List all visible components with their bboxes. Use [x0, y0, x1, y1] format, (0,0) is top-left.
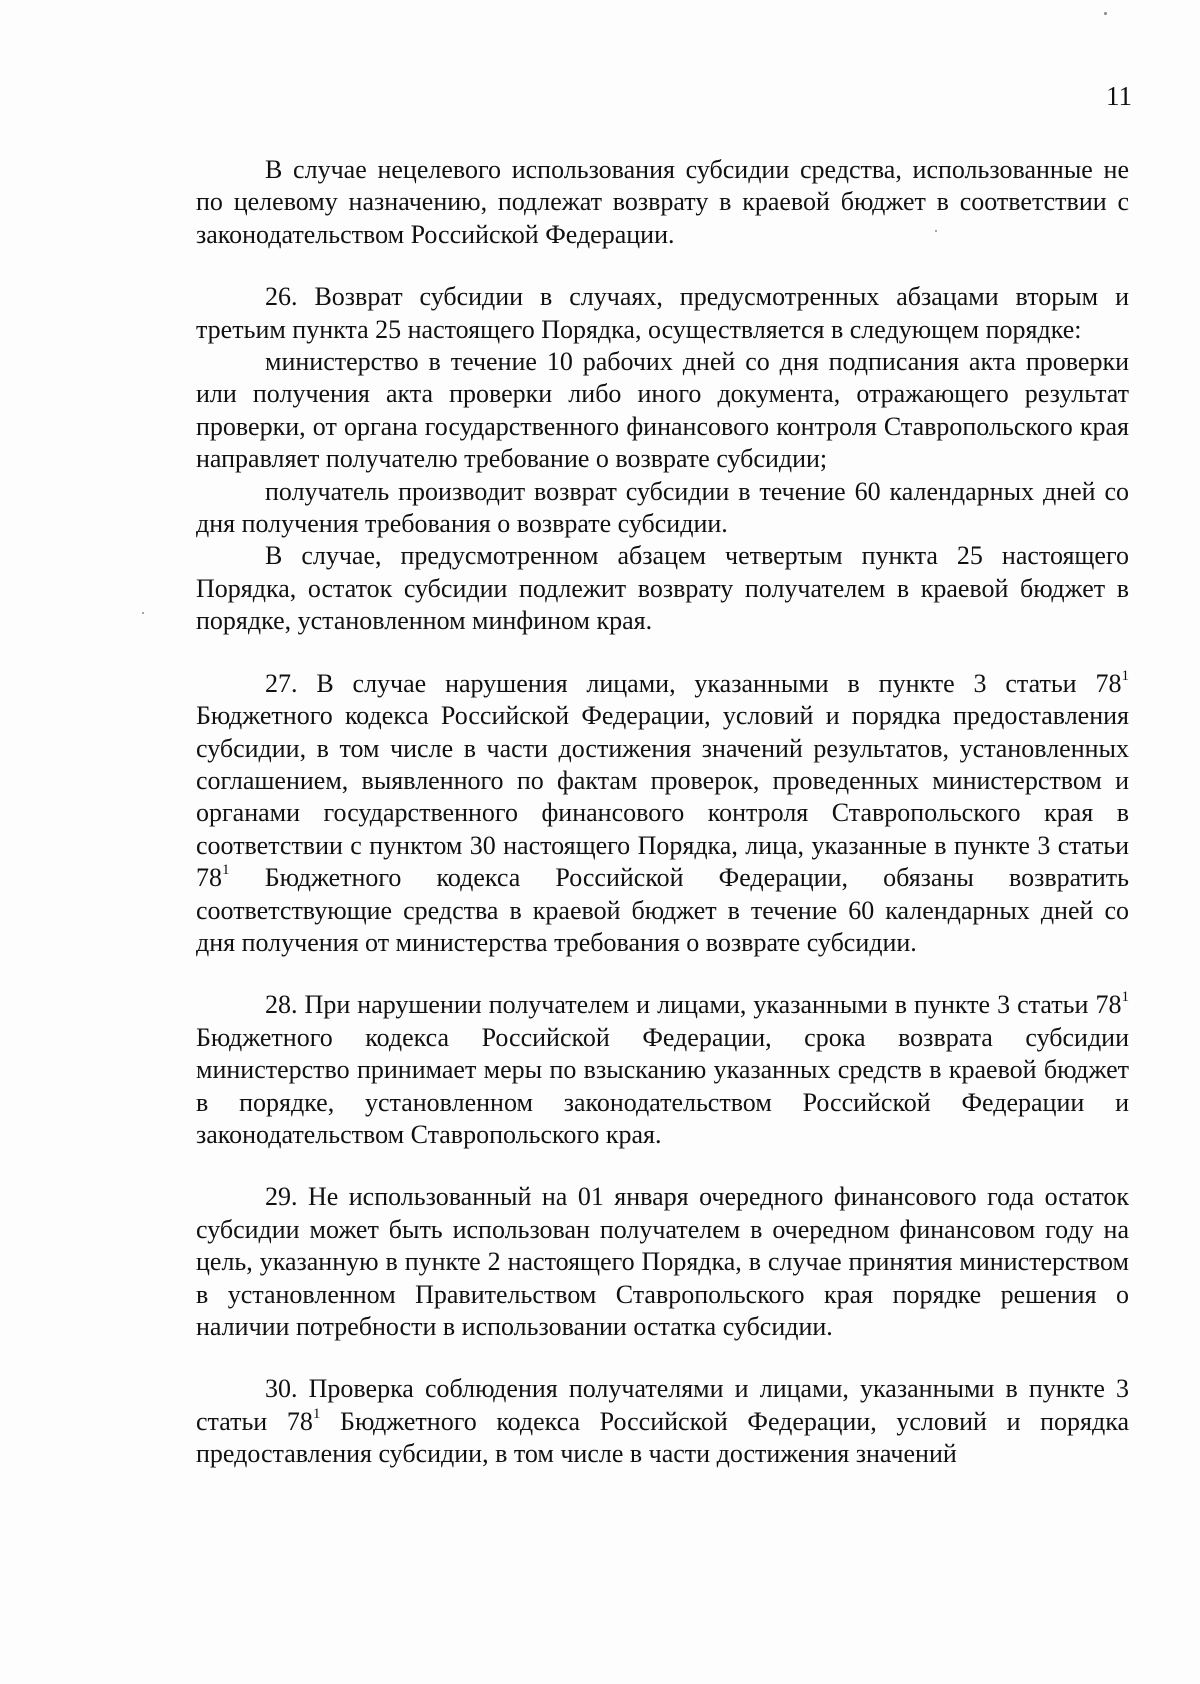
scan-speck: [1104, 12, 1107, 15]
paragraph-27-text-c: Бюджетного кодекса Российской Федерации, обязаны возвратить соответствующие средства в краевой бюджет в течение 60 календарных дней со дня получения от министерства требования о возврате субсидии.: [196, 863, 1129, 957]
scan-speck: [935, 230, 937, 232]
paragraph-28-text-a: 28. При нарушении получателем и лицами, указанными в пункте 3 статьи 78: [265, 990, 1122, 1020]
paragraph-30-text-a: 30. Проверка соблюдения получателями и лицами, указанными в пункте 3 статьи 78: [196, 1374, 1129, 1436]
scan-speck: [142, 612, 144, 614]
document-body: [196, 154, 1129, 1471]
superscript-article-78: 1: [312, 1405, 321, 1422]
paragraph-27: [196, 668, 1129, 960]
paragraph-26-ministry: министерство в течение 10 рабочих дней со дня подписания акта проверки или получения акта проверки либо иного документа, отражающего результат проверки, от органа государственного финансового контроля Ставропольского края направляет получателю требование о возврате субсидии;: [196, 347, 1129, 474]
page-number: 11: [1106, 81, 1132, 111]
paragraph-misuse-return: В случае нецелевого использования субсидии средства, использованные не по целевому назначению, подлежат возврату в краевой бюджет в соответствии с законодательством Российской Федерации.: [196, 155, 1129, 249]
paragraph-26-recipient: получатель производит возврат субсидии в течение 60 календарных дней со дня получения требования о возврате субсидии.: [196, 476, 1129, 539]
paragraph-26: 26. Возврат субсидии в случаях, предусмотренных абзацами вторым и третьим пункта 25 настоящего Порядка, осуществляется в следующем порядке:: [196, 282, 1129, 344]
superscript-article-78-2: 1: [222, 862, 230, 879]
paragraph-28: [196, 989, 1129, 1151]
paragraph-29: 29. Не использованный на 01 января очередного финансового года остаток субсидии может быть использован получателем в очередном финансовом году на цель, указанную в пункте 2 настоящего Порядка, в случае принятия министерством в установленном Правительством Ставропольского края порядке решения о наличии потребности в использовании остатка субсидии.: [196, 1182, 1129, 1341]
paragraph-30: [196, 1373, 1129, 1470]
paragraph-27-text-b: Бюджетного кодекса Российской Федерации, условий и порядка предоставления субсидии, в том числе в части достижения значений результатов, установленных соглашением, выявленного по фактам проверок, проведенных министерством и органами государственного финансового контроля Ставропольского края в соответствии с пунктом 30 настоящего Порядка, лица, указанные в пункте 3 статьи 78: [196, 701, 1129, 893]
paragraph-28-text-b: Бюджетного кодекса Российской Федерации, срока возврата субсидии министерство принимает меры по взысканию указанных средств в краевой бюджет в порядке, установленном законодательством Российской Федерации и законодательством Ставропольского края.: [196, 1022, 1129, 1149]
superscript-article-78-1: 1: [1121, 667, 1129, 684]
paragraph-26-remainder: В случае, предусмотренном абзацем четвертым пункта 25 настоящего Порядка, остаток субсидии подлежит возврату получателем в краевой бюджет в порядке, установленном минфином края.: [196, 541, 1129, 636]
paragraph-30-text-b: Бюджетного кодекса Российской Федерации, условий и порядка предоставления субсидии, в том числе в части достижения значений: [196, 1406, 1129, 1469]
paragraph-27-text-a: 27. В случае нарушения лицами, указанными в пункте 3 статьи 78: [265, 668, 1122, 698]
superscript-article-78: 1: [1121, 989, 1129, 1006]
